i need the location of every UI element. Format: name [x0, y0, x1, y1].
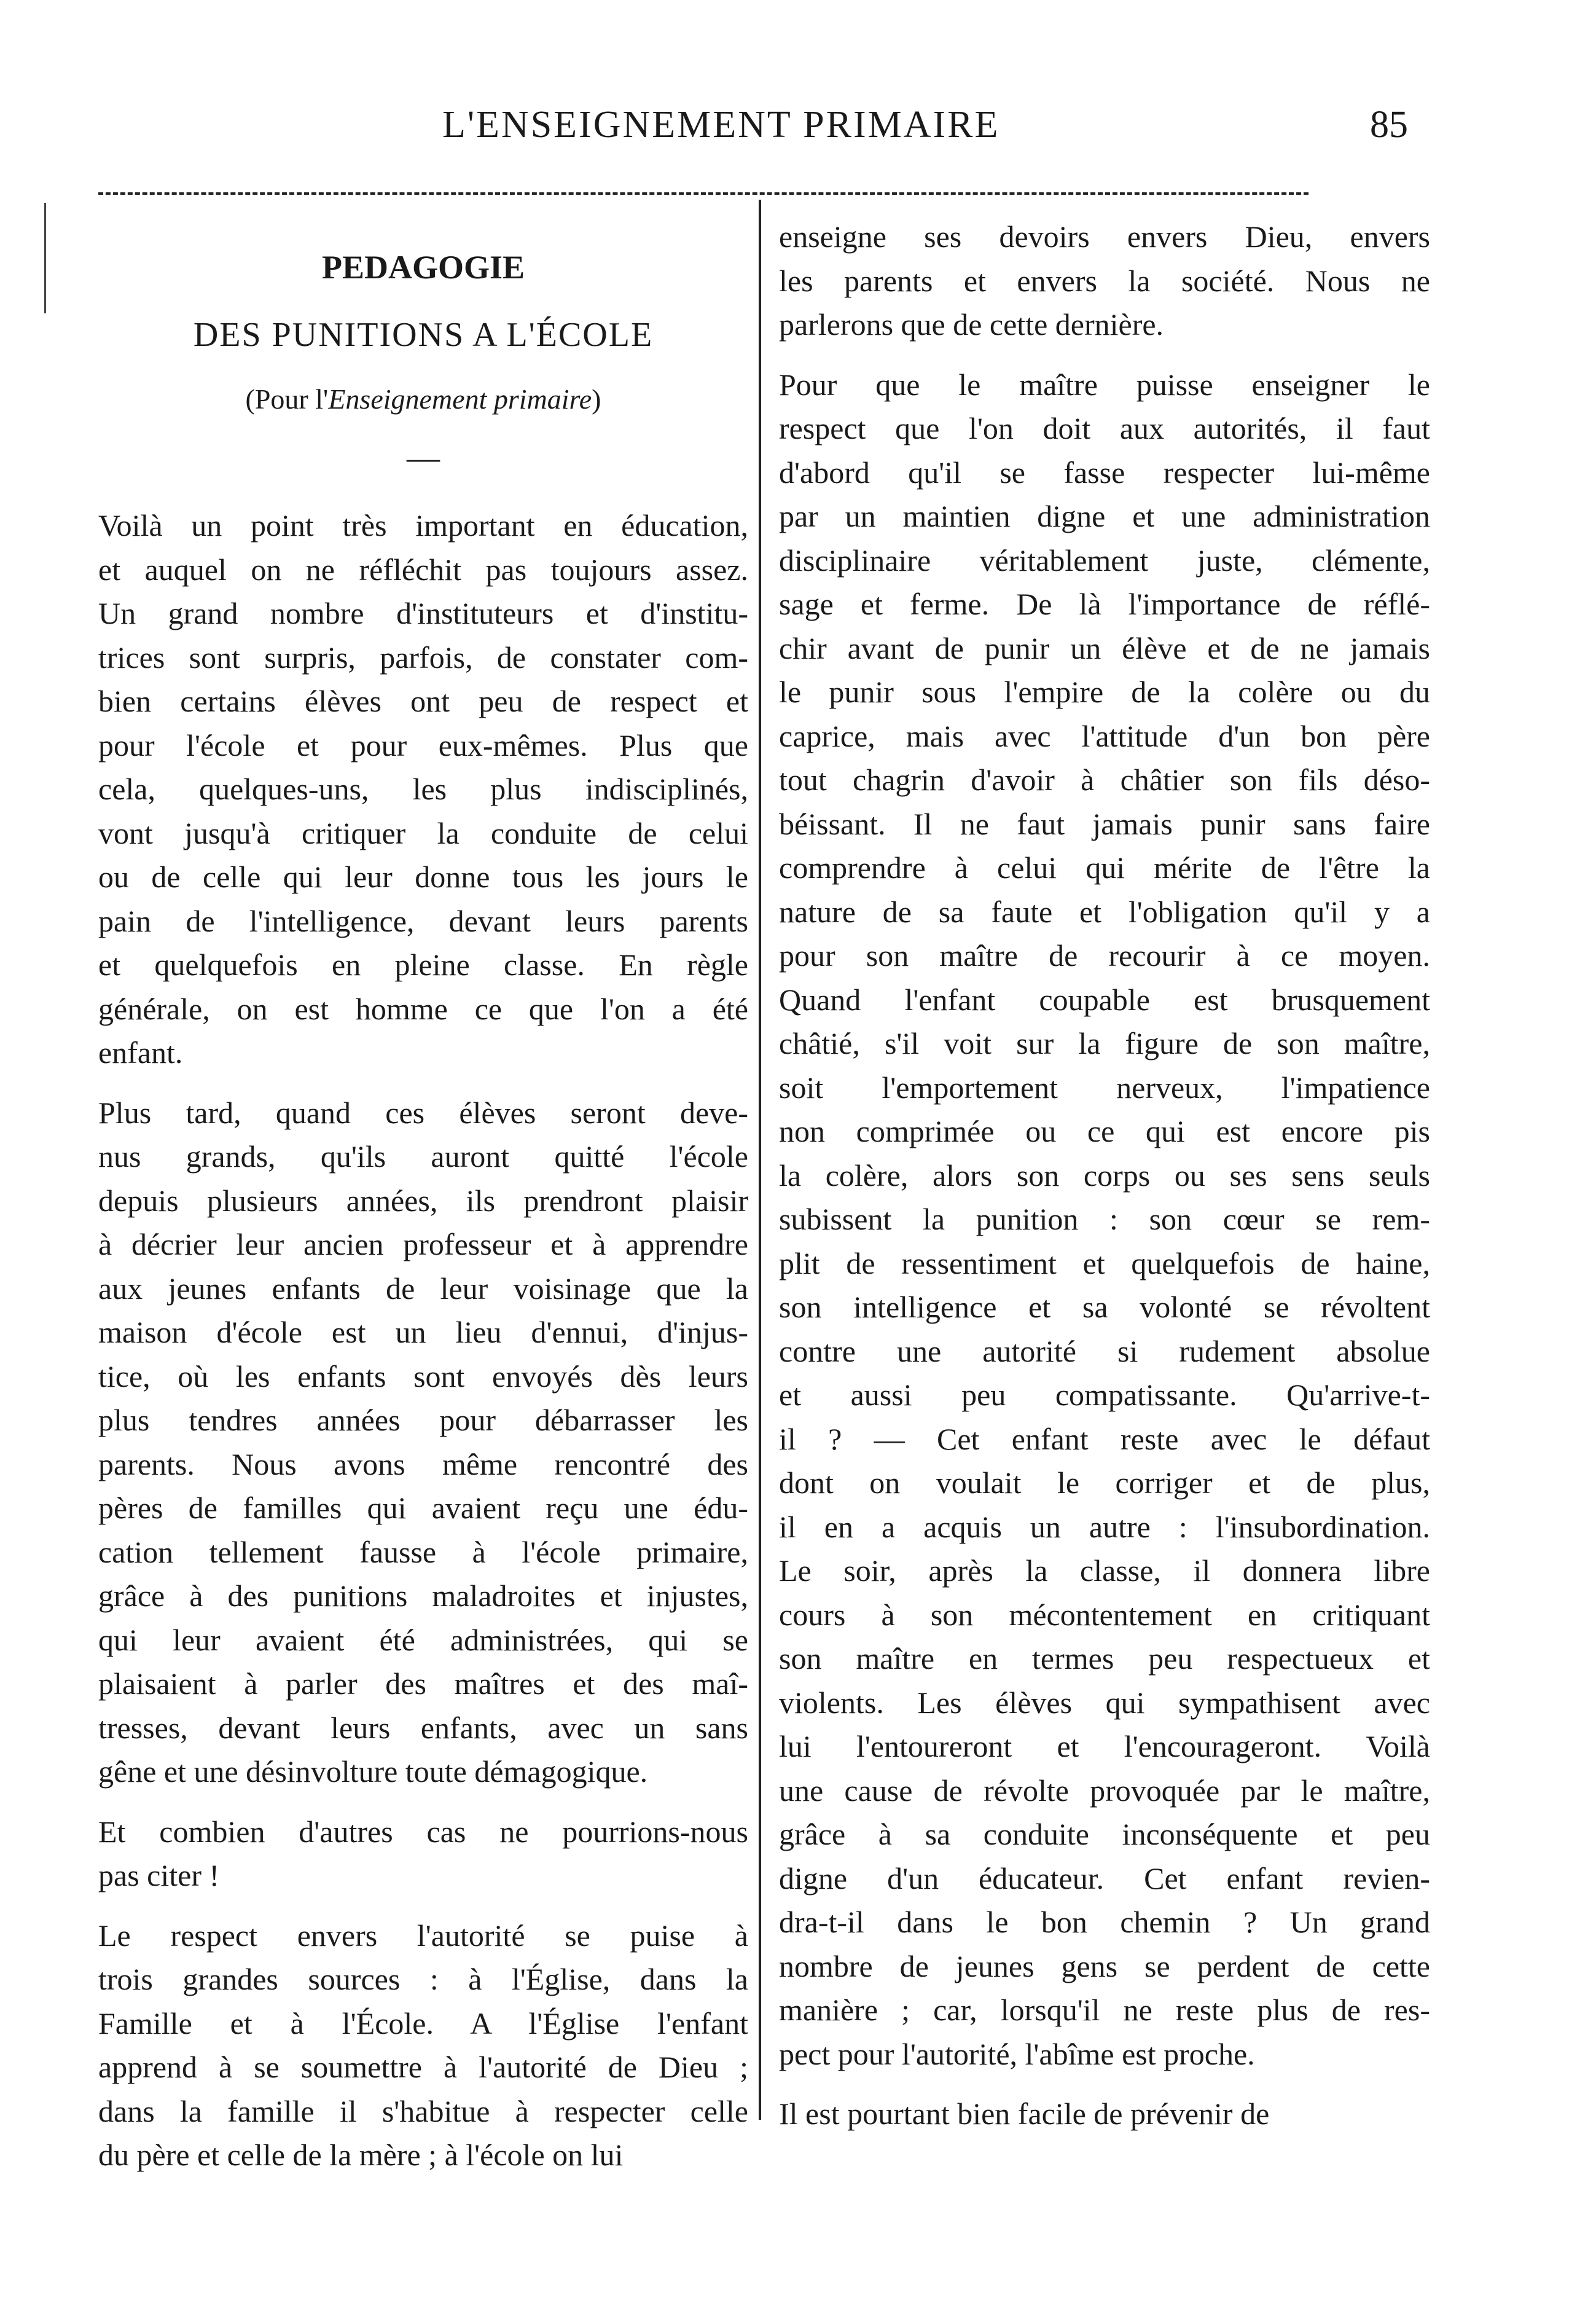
- text-line: par un maintien digne et une administration: [779, 499, 1430, 533]
- text-line: il ? — Cet enfant reste avec le défaut: [779, 1421, 1430, 1456]
- text-line: gêne et une désinvolture toute démagogique.: [98, 1754, 648, 1789]
- paragraph: [98, 1810, 748, 1898]
- text-line: dont on voulait le corriger et de plus,: [779, 1465, 1430, 1500]
- column-rule: [759, 200, 761, 2120]
- text-line: respect que l'on doit aux autorités, il faut: [779, 411, 1430, 445]
- text-line: Le respect envers l'autorité se puise à: [98, 1918, 748, 1953]
- text-line: il en a acquis un autre : l'insubordination.: [779, 1509, 1430, 1544]
- text-line: tice, où les enfants sont envoyés dès leurs: [98, 1359, 748, 1394]
- text-line: Il est pourtant bien facile de prévenir de: [779, 2096, 1270, 2131]
- text-line: dans la famille il s'habitue à respecter celle: [98, 2093, 748, 2128]
- text-line: pour son maître de recourir à ce moyen.: [779, 938, 1430, 973]
- text-line: nus grands, qu'ils auront quitté l'école: [98, 1139, 748, 1174]
- text-line: chir avant de punir un élève et de ne jamais: [779, 630, 1430, 665]
- paragraph: [779, 215, 1430, 347]
- text-line: Un grand nombre d'instituteurs et d'institu-: [98, 596, 748, 630]
- text-line: Famille et à l'École. A l'Église l'enfant: [98, 2006, 748, 2041]
- text-line: béissant. Il ne faut jamais punir sans faire: [779, 806, 1430, 841]
- paragraph: [779, 2092, 1430, 2136]
- text-line: apprend à se soumettre à l'autorité de Dieu ;: [98, 2050, 748, 2084]
- text-line: bien certains élèves ont peu de respect et: [98, 684, 748, 718]
- text-line: subissent la punition : son cœur se rem-: [779, 1202, 1430, 1236]
- margin-rule: [44, 203, 46, 313]
- byline-journal: Enseignement primaire: [328, 383, 592, 415]
- text-line: sage et ferme. De là l'importance de réflé-: [779, 587, 1430, 621]
- paragraph: [98, 1914, 748, 2178]
- separator-dash: —: [407, 439, 440, 476]
- text-line: Et combien d'autres cas ne pourrions-nous: [98, 1814, 748, 1849]
- text-line: cation tellement fausse à l'école primaire,: [98, 1534, 748, 1569]
- paragraph: [779, 363, 1430, 2077]
- article-title: DES PUNITIONS A L'ÉCOLE: [193, 316, 654, 354]
- text-line: d'abord qu'il se fasse respecter lui-même: [779, 455, 1430, 490]
- text-line: cela, quelques-uns, les plus indisciplinés,: [98, 772, 748, 806]
- header-rule: [98, 192, 1308, 195]
- text-line: les parents et envers la société. Nous ne: [779, 263, 1430, 298]
- right-column: [779, 215, 1430, 2152]
- text-line: maison d'école est un lieu d'ennui, d'injus-: [98, 1315, 748, 1349]
- text-line: grâce à des punitions maladroites et injustes,: [98, 1578, 748, 1613]
- text-line: et auquel on ne réfléchit pas toujours assez.: [98, 552, 748, 587]
- byline-suffix: ): [592, 383, 601, 415]
- text-line: générale, on est homme ce que l'on a été: [98, 991, 748, 1026]
- text-line: enfant.: [98, 1035, 183, 1070]
- left-column-body: [98, 504, 748, 2178]
- page-number: 85: [1370, 104, 1408, 146]
- text-line: la colère, alors son corps ou ses sens seuls: [779, 1158, 1430, 1193]
- text-line: aux jeunes enfants de leur voisinage que la: [98, 1271, 748, 1306]
- text-line: Quand l'enfant coupable est brusquement: [779, 982, 1430, 1017]
- paragraph: [98, 504, 748, 1075]
- text-line: soit l'emportement nerveux, l'impatience: [779, 1070, 1430, 1105]
- text-line: parlerons que de cette dernière.: [779, 307, 1164, 342]
- text-line: grâce à sa conduite inconséquente et peu: [779, 1817, 1430, 1851]
- text-line: contre une autorité si rudement absolue: [779, 1333, 1430, 1368]
- text-line: nature de sa faute et l'obligation qu'il y a: [779, 894, 1430, 929]
- text-line: son maître en termes peu respectueux et: [779, 1641, 1430, 1676]
- text-line: Voilà un point très important en éducation,: [98, 508, 748, 543]
- text-line: plus tendres années pour débarrasser les: [98, 1403, 748, 1437]
- text-line: plit de ressentiment et quelquefois de haine,: [779, 1245, 1430, 1280]
- text-line: tresses, devant leurs enfants, avec un sans: [98, 1710, 748, 1745]
- text-line: pain de l'intelligence, devant leurs parents: [98, 903, 748, 938]
- text-line: une cause de révolte provoquée par le maître,: [779, 1773, 1430, 1808]
- running-title: L'ENSEIGNEMENT PRIMAIRE: [442, 104, 1000, 146]
- text-line: pères de familles qui avaient reçu une édu-: [98, 1491, 748, 1525]
- text-line: son intelligence et sa volonté se révoltent: [779, 1290, 1430, 1324]
- text-line: depuis plusieurs années, ils prendront plaisir: [98, 1183, 748, 1218]
- text-line: lui l'entoureront et l'encourageront. Voilà: [779, 1729, 1430, 1763]
- text-line: caprice, mais avec l'attitude d'un bon père: [779, 718, 1430, 753]
- byline-prefix: (Pour l': [245, 383, 329, 415]
- text-line: à décrier leur ancien professeur et à apprendre: [98, 1227, 748, 1261]
- text-line: cours à son mécontentement en critiquant: [779, 1597, 1430, 1632]
- text-line: Le soir, après la classe, il donnera libre: [779, 1553, 1430, 1588]
- text-line: ou de celle qui leur donne tous les jours le: [98, 860, 748, 894]
- text-line: trois grandes sources : à l'Église, dans la: [98, 1962, 748, 1996]
- text-line: châtié, s'il voit sur la figure de son maître,: [779, 1026, 1430, 1061]
- text-line: pect pour l'autorité, l'abîme est proche.: [779, 2036, 1255, 2071]
- text-line: et aussi peu compatissante. Qu'arrive-t-: [779, 1378, 1430, 1412]
- text-line: non comprimée ou ce qui est encore pis: [779, 1114, 1430, 1148]
- running-head: [0, 103, 1596, 159]
- text-line: le punir sous l'empire de la colère ou du: [779, 675, 1430, 709]
- text-line: tout chagrin d'avoir à châtier son fils déso-: [779, 763, 1430, 797]
- section-heading: PEDAGOGIE: [321, 249, 525, 286]
- text-line: enseigne ses devoirs envers Dieu, envers: [779, 219, 1430, 254]
- text-line: digne d'un éducateur. Cet enfant revien-: [779, 1861, 1430, 1896]
- text-line: comprendre à celui qui mérite de l'être la: [779, 850, 1430, 885]
- right-column-body: [779, 215, 1430, 2136]
- text-line: trices sont surpris, parfois, de constater com-: [98, 640, 748, 675]
- text-line: Pour que le maître puisse enseigner le: [779, 367, 1430, 402]
- text-line: qui leur avaient été administrées, qui se: [98, 1622, 748, 1657]
- text-line: dra-t-il dans le bon chemin ? Un grand: [779, 1905, 1430, 1939]
- text-line: nombre de jeunes gens se perdent de cette: [779, 1948, 1430, 1983]
- text-line: pour l'école et pour eux-mêmes. Plus que: [98, 727, 748, 763]
- text-line: disciplinaire véritablement juste, clémente,: [779, 543, 1430, 578]
- text-line: du père et celle de la mère ; à l'école on lui: [98, 2138, 624, 2172]
- text-line: pas citer !: [98, 1858, 220, 1892]
- text-line: et quelquefois en pleine classe. En règle: [98, 947, 748, 982]
- paragraph: [98, 1091, 748, 1794]
- left-column: [98, 233, 748, 2194]
- text-line: manière ; car, lorsqu'il ne reste plus de res-: [779, 1993, 1430, 2027]
- byline: [98, 369, 748, 430]
- text-line: parents. Nous avons même rencontré des: [98, 1446, 748, 1481]
- text-line: vont jusqu'à critiquer la conduite de celui: [98, 815, 748, 850]
- text-line: Plus tard, quand ces élèves seront deve-: [98, 1095, 748, 1130]
- text-line: plaisaient à parler des maîtres et des maî-: [98, 1666, 748, 1701]
- text-line: violents. Les élèves qui sympathisent avec: [779, 1685, 1430, 1720]
